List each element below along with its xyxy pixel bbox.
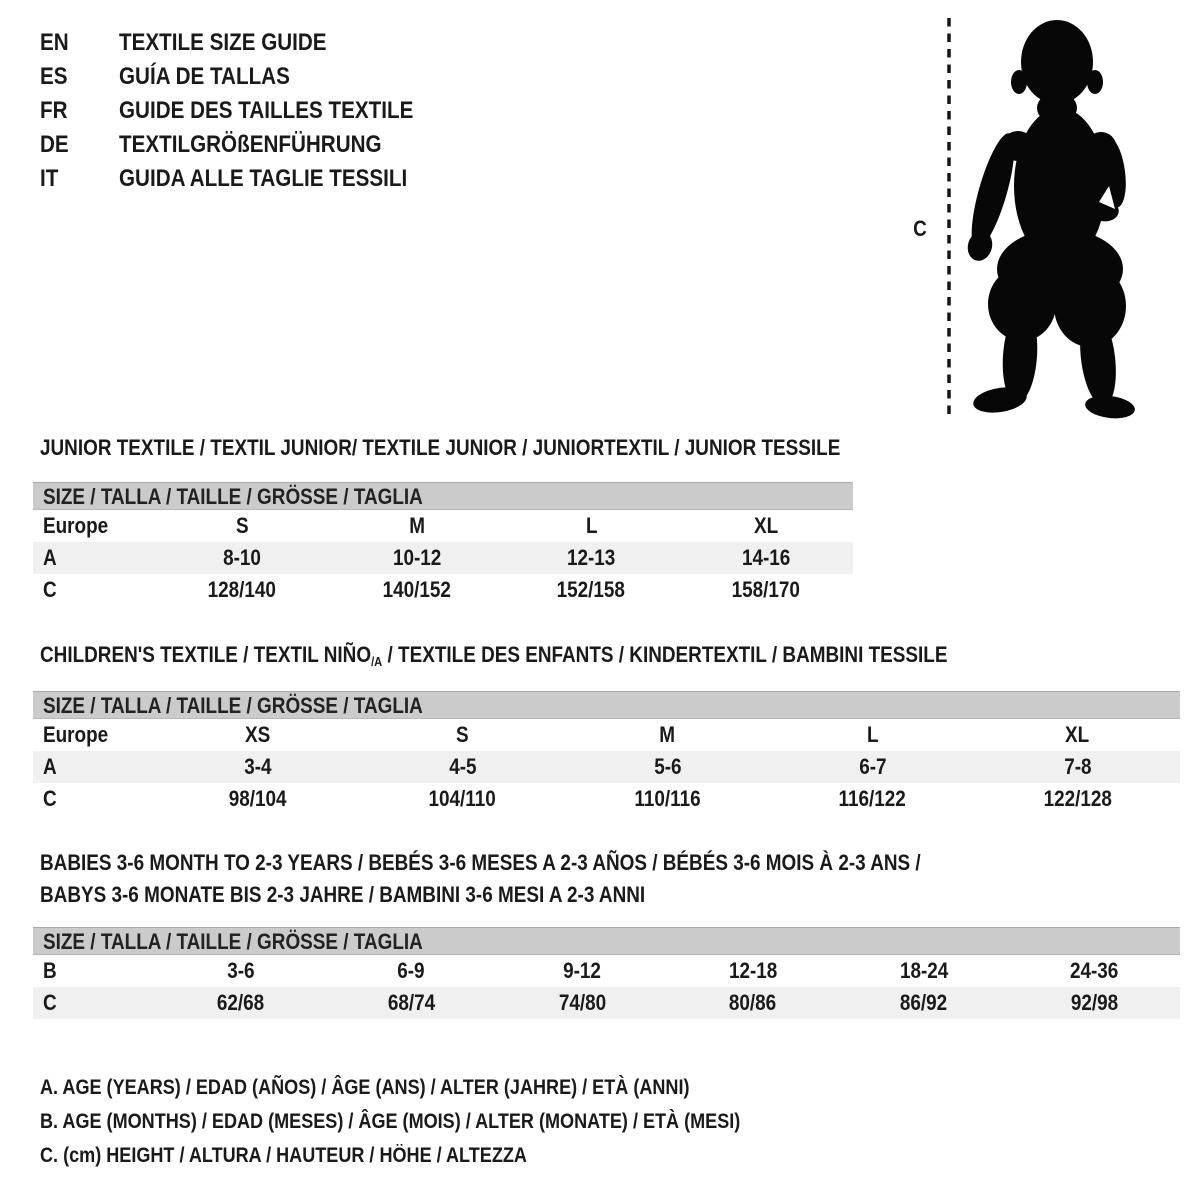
- silhouette-ear-left: [1011, 70, 1027, 94]
- babies-size-header-bar: SIZE / TALLA / TAILLE / GRÖSSE / TAGLIA: [33, 927, 1180, 955]
- junior-size-header-bar: SIZE / TALLA / TAILLE / GRÖSSE / TAGLIA: [33, 482, 853, 510]
- height-cell: 152/158: [557, 577, 626, 602]
- height-cell: 92/98: [1070, 990, 1119, 1015]
- language-code-fr: FR: [40, 97, 68, 124]
- row-label: C: [43, 577, 57, 602]
- months-cell: 12-18: [728, 958, 778, 983]
- size-cell: XS: [244, 722, 271, 747]
- language-row-es: [40, 60, 461, 94]
- guide-title-en: TEXTILE SIZE GUIDE: [119, 29, 327, 56]
- height-cell: 158/170: [731, 577, 800, 602]
- babies-heading-line2: BABYS 3-6 MONATE BIS 2-3 JAHRE / BAMBINI 3-6 MESI A 2-3 ANNI: [40, 882, 646, 907]
- babies-row-height: [33, 987, 1180, 1019]
- legend-line-b: B. AGE (MONTHS) / EDAD (MESES) / ÂGE (MOIS) / ALTER (MONATE) / ETÀ (MESI): [40, 1110, 741, 1133]
- height-cell: 68/74: [387, 990, 435, 1015]
- height-cell: 62/68: [216, 990, 265, 1015]
- legend-line-a: A. AGE (YEARS) / EDAD (AÑOS) / ÂGE (ANS) / ALTER (JAHRE) / ETÀ (ANNI): [40, 1076, 690, 1099]
- age-cell: 14-16: [741, 545, 790, 570]
- babies-heading-line1: BABIES 3-6 MONTH TO 2-3 YEARS / BEBÉS 3-6 MESES A 2-3 AÑOS / BÉBÉS 3-6 MOIS À 2-3 ANS /: [40, 850, 921, 875]
- silhouette-ear-right: [1087, 70, 1103, 94]
- age-cell: 3-4: [243, 754, 272, 779]
- language-row-fr: [40, 94, 461, 128]
- language-code-en: EN: [40, 29, 69, 56]
- legend: [40, 1071, 854, 1173]
- babies-section-heading: [40, 847, 960, 911]
- months-cell: 9-12: [563, 958, 602, 983]
- language-title-list: [40, 26, 461, 196]
- height-cell: 122/128: [1043, 786, 1112, 811]
- height-cell: 140/152: [382, 577, 451, 602]
- size-cell: XL: [753, 513, 778, 538]
- junior-section-heading: JUNIOR TEXTILE / TEXTIL JUNIOR/ TEXTILE JUNIOR / JUNIORTEXTIL / JUNIOR TESSILE: [40, 435, 841, 460]
- height-cell: 98/104: [228, 786, 287, 811]
- babies-row-months: [33, 955, 1180, 987]
- age-cell: 10-12: [392, 545, 441, 570]
- children-size-table: [33, 691, 1180, 815]
- age-cell: 7-8: [1063, 754, 1092, 779]
- row-label: A: [43, 754, 57, 779]
- size-cell: M: [408, 513, 425, 538]
- language-code-de: DE: [40, 131, 69, 158]
- height-cell: 116/122: [838, 786, 907, 811]
- children-row-europe: [33, 719, 1180, 751]
- size-cell: L: [866, 722, 879, 747]
- guide-title-de: TEXTILGRÖßENFÜHRUNG: [119, 131, 382, 158]
- size-cell: S: [456, 722, 469, 747]
- age-cell: 8-10: [223, 545, 262, 570]
- size-cell: XL: [1065, 722, 1090, 747]
- height-measure-dashed-line: [946, 18, 952, 420]
- toddler-silhouette: [960, 16, 1140, 421]
- height-marker-label: C: [913, 216, 927, 241]
- junior-size-table: [33, 482, 853, 606]
- row-label: A: [43, 545, 57, 570]
- silhouette-head: [1021, 20, 1093, 104]
- language-row-de: [40, 128, 461, 162]
- guide-title-it: GUIDA ALLE TAGLIE TESSILI: [119, 165, 408, 192]
- age-cell: 4-5: [448, 754, 477, 779]
- language-code-it: IT: [40, 165, 59, 192]
- height-cell: 80/86: [729, 990, 777, 1015]
- row-label: C: [43, 786, 57, 811]
- age-cell: 6-7: [858, 754, 887, 779]
- language-code-es: ES: [40, 63, 68, 90]
- height-cell: 86/92: [900, 990, 948, 1015]
- size-cell: S: [235, 513, 249, 538]
- children-row-height: [33, 783, 1180, 815]
- legend-line-c: C. (cm) HEIGHT / ALTURA / HAUTEUR / HÖHE / ALTEZZA: [40, 1144, 527, 1167]
- children-heading-subscript: /A: [371, 654, 383, 669]
- row-label: B: [43, 958, 57, 983]
- junior-row-height: [33, 574, 853, 606]
- children-size-header-bar: SIZE / TALLA / TAILLE / GRÖSSE / TAGLIA: [33, 691, 1180, 719]
- junior-row-europe: [33, 510, 853, 542]
- height-cell: 74/80: [558, 990, 606, 1015]
- silhouette-arm-left: [963, 129, 1023, 252]
- children-section-heading: [40, 643, 1095, 670]
- row-label: Europe: [43, 513, 109, 538]
- age-cell: 5-6: [653, 754, 682, 779]
- children-row-age: [33, 751, 1180, 783]
- size-cell: L: [585, 513, 598, 538]
- months-cell: 24-36: [1070, 958, 1119, 983]
- size-cell: M: [659, 722, 676, 747]
- children-heading-text: / TEXTILE DES ENFANTS / KINDERTEXTIL / BAMBINI TESSILE: [382, 642, 948, 667]
- guide-title-fr: GUIDE DES TAILLES TEXTILE: [119, 97, 414, 124]
- row-label: Europe: [43, 722, 109, 747]
- height-cell: 128/140: [208, 577, 277, 602]
- junior-row-age: [33, 542, 853, 574]
- months-cell: 6-9: [397, 958, 425, 983]
- height-cell: 104/110: [428, 786, 497, 811]
- row-label: C: [43, 990, 57, 1015]
- guide-title-es: GUÍA DE TALLAS: [119, 63, 290, 90]
- language-row-it: [40, 162, 461, 196]
- babies-size-table: [33, 927, 1180, 1019]
- height-cell: 110/116: [634, 786, 701, 811]
- age-cell: 12-13: [567, 545, 616, 570]
- silhouette-foot-right: [1084, 393, 1136, 421]
- language-row-en: [40, 26, 461, 60]
- months-cell: 18-24: [899, 958, 948, 983]
- children-heading-text: CHILDREN'S TEXTILE / TEXTIL NIÑO: [40, 642, 372, 667]
- months-cell: 3-6: [226, 958, 255, 983]
